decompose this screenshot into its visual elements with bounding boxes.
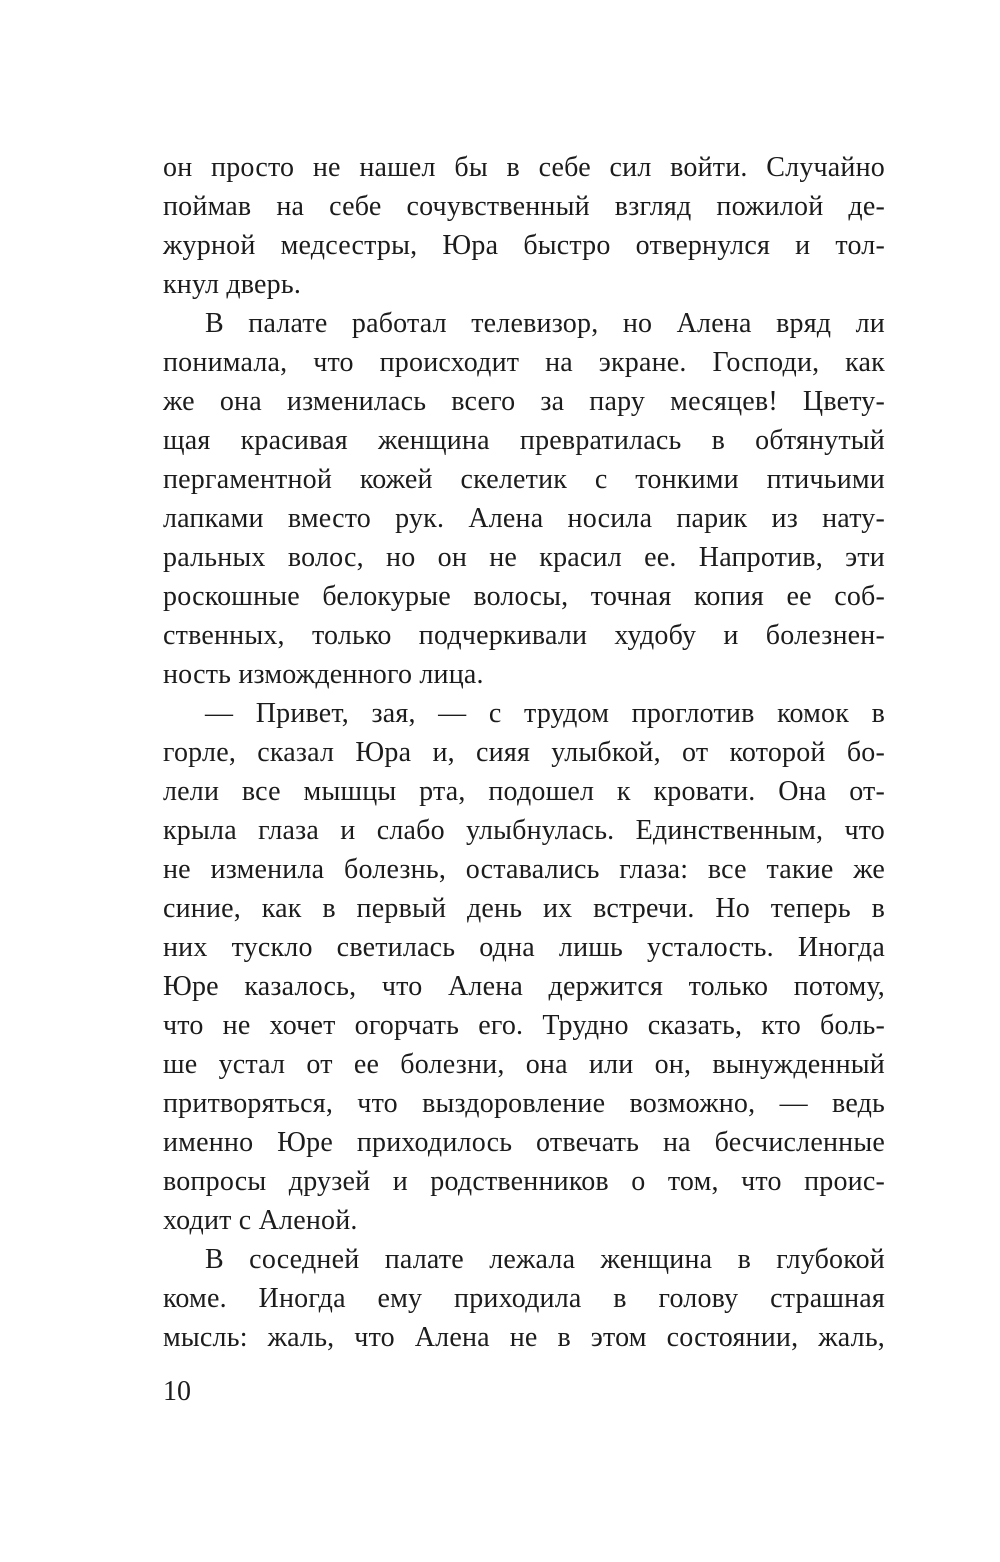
text-line: ственных, только подчеркивали худобу и болезнен- [163,620,885,651]
text-line: ходит с Аленой. [163,1205,358,1236]
text-block [163,148,885,1357]
text-line: он просто не нашел бы в себе сил войти. Случайно [163,152,885,183]
text-line: щая красивая женщина превратилась в обтянутый [163,425,885,456]
text-line: же она изменилась всего за пару месяцев! Цвету- [163,386,885,417]
text-line: не изменила болезнь, оставались глаза: все такие же [163,854,885,885]
text-line: понимала, что происходит на экране. Господи, как [163,347,885,378]
text-line: горле, сказал Юра и, сияя улыбкой, от которой бо- [163,737,885,768]
text-line: В палате работал телевизор, но Алена вряд ли [205,308,885,339]
text-line: именно Юре приходилось отвечать на бесчисленные [163,1127,885,1158]
text-line: поймав на себе сочувственный взгляд пожилой де- [163,191,885,222]
text-line: вопросы друзей и родственников о том, что проис- [163,1166,885,1197]
text-line: лапками вместо рук. Алена носила парик из нату- [163,503,885,534]
text-line: коме. Иногда ему приходила в голову страшная [163,1283,885,1314]
text-line: притворяться, что выздоровление возможно, — ведь [163,1088,885,1119]
text-line: синие, как в первый день их встречи. Но теперь в [163,893,885,924]
text-line: ность изможденного лица. [163,659,484,690]
paragraph [163,304,885,694]
text-line: Юре казалось, что Алена держится только потому, [163,971,885,1002]
paragraph [163,148,885,304]
paragraph [163,694,885,1240]
text-line: крыла глаза и слабо улыбнулась. Единственным, что [163,815,885,846]
text-line: мысль: жаль, что Алена не в этом состоянии, жаль, [163,1322,885,1353]
paragraph [163,1240,885,1357]
text-line: пергаментной кожей скелетик с тонкими птичьими [163,464,885,495]
page-number: 10 [163,1376,191,1407]
text-line: кнул дверь. [163,269,302,300]
text-line: них тускло светилась одна лишь усталость. Иногда [163,932,885,963]
text-line: — Привет, зая, — с трудом проглотив комок в [205,698,885,729]
text-line: журной медсестры, Юра быстро отвернулся и тол- [163,230,885,261]
text-line: В соседней палате лежала женщина в глубокой [205,1244,885,1275]
text-line: ральных волос, но он не красил ее. Напротив, эти [163,542,885,573]
text-line: лели все мышцы рта, подошел к кровати. Она от- [163,776,885,807]
text-line: роскошные белокурые волосы, точная копия ее соб- [163,581,885,612]
text-line: что не хочет огорчать его. Трудно сказать, кто боль- [163,1010,885,1041]
text-line: ше устал от ее болезни, она или он, вынужденный [163,1049,885,1080]
